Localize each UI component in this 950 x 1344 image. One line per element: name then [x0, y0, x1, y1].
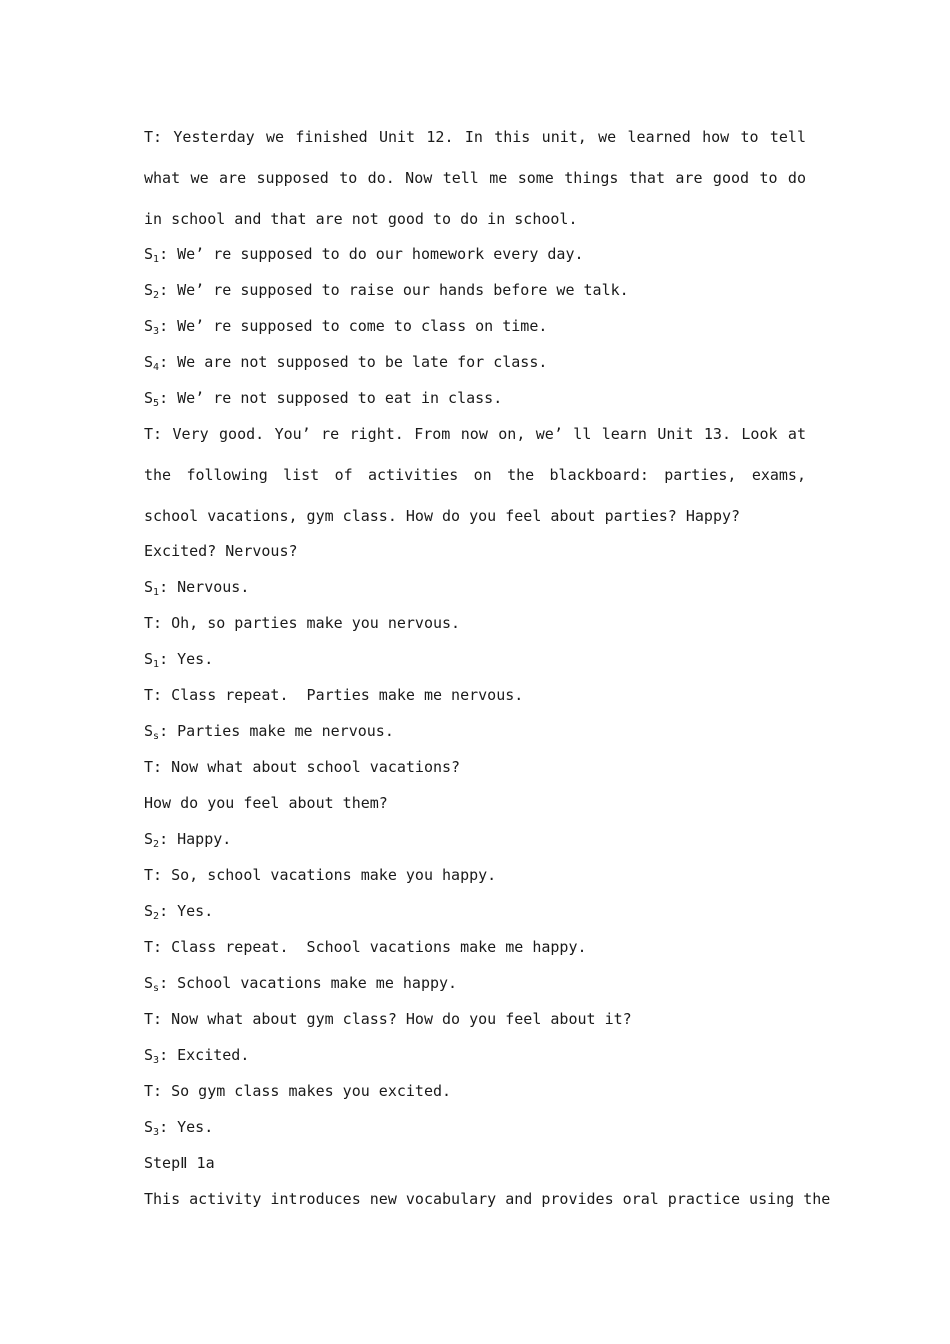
- speaker-number: 3: [153, 1055, 160, 1066]
- dialogue-line: Excited? Nervous?: [144, 542, 298, 560]
- dialogue-text: : School vacations make me happy.: [159, 974, 458, 992]
- dialogue-text: : Yes.: [159, 650, 214, 668]
- speaker-number: 4: [153, 362, 160, 373]
- speaker-label: S: [144, 353, 154, 371]
- dialogue-line: [144, 312, 806, 348]
- speaker-number: s: [153, 731, 160, 742]
- speaker-number: 2: [153, 290, 160, 301]
- speaker-number: 2: [153, 839, 160, 850]
- dialogue-text: : We’ re not supposed to eat in class.: [159, 389, 503, 407]
- speaker-label: S: [144, 1046, 154, 1064]
- dialogue-text: : Parties make me nervous.: [159, 722, 394, 740]
- dialogue-line: [144, 1113, 806, 1149]
- dialogue-line: T: So gym class makes you excited.: [144, 1082, 452, 1100]
- speaker-number: 2: [153, 911, 160, 922]
- speaker-label: S: [144, 1118, 154, 1136]
- speaker-label: S: [144, 578, 154, 596]
- dialogue-line: T: Class repeat. School vacations make me happy.: [144, 938, 587, 956]
- dialogue-text: : We’ re supposed to do our homework every day.: [159, 245, 584, 263]
- speaker-number: 1: [153, 659, 160, 670]
- speaker-number: 5: [153, 398, 160, 409]
- dialogue-line: [144, 645, 806, 681]
- dialogue-line: StepⅡ 1a: [144, 1154, 215, 1172]
- dialogue-text: : Yes.: [159, 902, 214, 920]
- speaker-label: S: [144, 317, 154, 335]
- dialogue-text: : We’ re supposed to raise our hands before we talk.: [159, 281, 629, 299]
- dialogue-line: [144, 348, 806, 384]
- speaker-label: S: [144, 650, 154, 668]
- dialogue-line: This activity introduces new vocabulary and provides oral practice using the: [144, 1190, 831, 1208]
- dialogue-line: [144, 897, 806, 933]
- speaker-number: s: [153, 983, 160, 994]
- speaker-label: S: [144, 389, 154, 407]
- dialogue-line: T: So, school vacations make you happy.: [144, 866, 497, 884]
- dialogue-line: T: Now what about gym class? How do you feel about it?: [144, 1010, 632, 1028]
- speaker-label: S: [144, 902, 154, 920]
- dialogue-text: : Yes.: [159, 1118, 214, 1136]
- speaker-number: 3: [153, 326, 160, 337]
- dialogue-line: How do you feel about them?: [144, 794, 388, 812]
- dialogue-text: : Happy.: [159, 830, 232, 848]
- dialogue-line: [144, 717, 806, 753]
- speaker-label: S: [144, 974, 154, 992]
- dialogue-line: [144, 1041, 806, 1077]
- speaker-number: 1: [153, 254, 160, 265]
- speaker-number: 1: [153, 587, 160, 598]
- dialogue-line: [144, 276, 806, 312]
- dialogue-line: T: Now what about school vacations?: [144, 758, 461, 776]
- dialogue-line: T: Oh, so parties make you nervous.: [144, 614, 461, 632]
- speaker-number: 3: [153, 1127, 160, 1138]
- paragraph: T: Very good. You’ re right. From now on, we’ ll learn Unit 13. Look at the following list of activities on the blackboard: parties, exams, school vacations, gym class. How do you feel about parties? Happy?: [144, 425, 806, 525]
- dialogue-line: [144, 240, 806, 276]
- lesson-transcript: [144, 123, 831, 1221]
- paragraph: T: Yesterday we finished Unit 12. In this unit, we learned how to tell what we are supposed to do. Now tell me some things that are good to do in school and that are not good to do in school.: [144, 128, 806, 228]
- speaker-label: S: [144, 830, 154, 848]
- dialogue-text: : Excited.: [159, 1046, 250, 1064]
- dialogue-line: [144, 969, 806, 1005]
- speaker-label: S: [144, 245, 154, 263]
- dialogue-line: [144, 825, 806, 861]
- dialogue-line: [144, 573, 806, 609]
- speaker-label: S: [144, 281, 154, 299]
- speaker-label: S: [144, 722, 154, 740]
- dialogue-text: : Nervous.: [159, 578, 250, 596]
- dialogue-line: T: Class repeat. Parties make me nervous.: [144, 686, 524, 704]
- dialogue-text: : We’ re supposed to come to class on time.: [159, 317, 548, 335]
- dialogue-text: : We are not supposed to be late for class.: [159, 353, 548, 371]
